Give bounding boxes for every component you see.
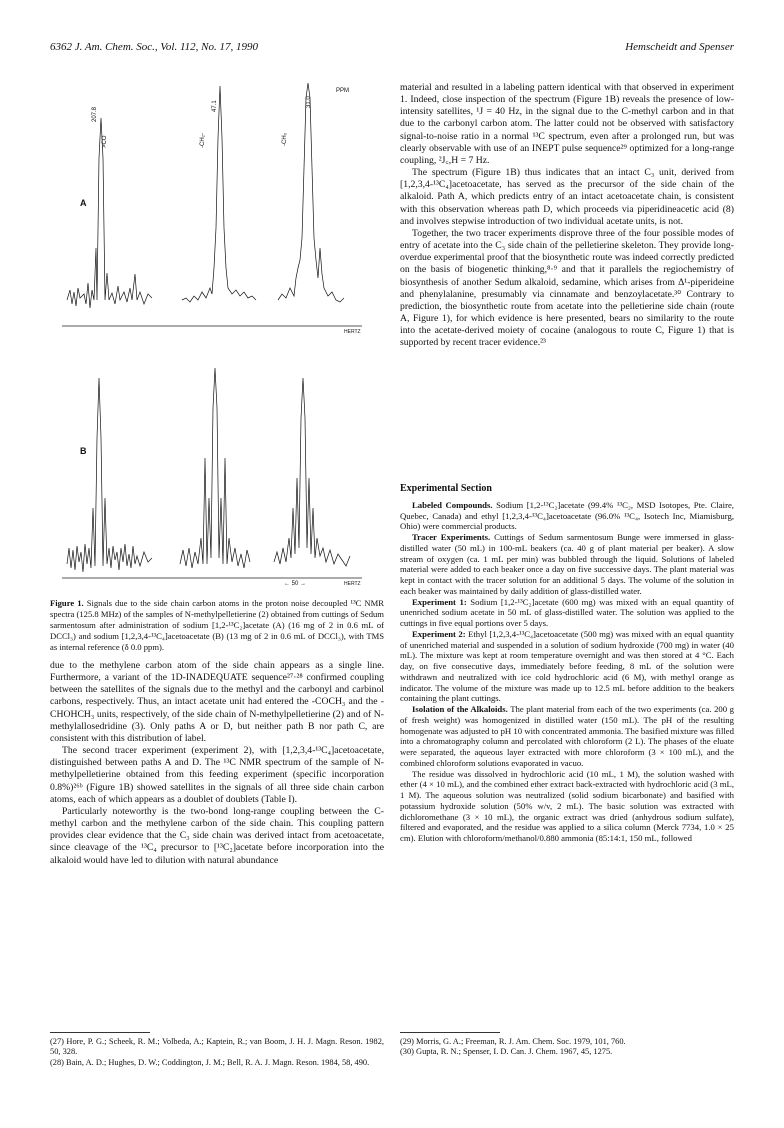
ppm-label: PPM <box>336 88 350 94</box>
exp-paragraph-experiment-1 <box>400 597 734 629</box>
group-label-ch2: -CH₂- <box>200 133 206 148</box>
left-paragraph-2: The second tracer experiment (experiment 2), with [1,2,3,4-¹³C₄]acetoacetate, distinguished between paths A and D. The ¹³C NMR spectrum of the sample of N-methylpelletierine obtained from this feeding experiment (specific incorporation 0.8%)²⁶ᵇ (Figure 1B) showed satellites in the signals of all three side chain carbon atoms, each of which appears as a doublet of doublets (Table I). <box>50 745 384 805</box>
left-column-body <box>50 660 384 867</box>
page-header <box>50 41 734 57</box>
caption-text: Signals due to the side chain carbon atoms in the proton noise decoupled ¹³C NMR spectra (125.8 MHz) of the samples of N-methylpelletierine (2) obtained from cuttings of Sedum sarmentosum after administration of sodium [1,2-¹³C₂]acetate (A) (16 mg of 2 in 0.6 mL of DCCl₃) and sodium [1,2,3,4-¹³C₄]acetoacetate (B) (13 mg of 2 in 0.6 mL of DCCl₃), with TMS as internal reference (δ 0.0 ppm). <box>50 598 384 652</box>
right-footnote-rule <box>400 1032 500 1033</box>
exp-head-isolation: Isolation of the Alkaloids. <box>412 704 508 714</box>
left-paragraph-3: Particularly noteworthy is the two-bond long-range coupling between the C-methyl carbon and the methylene carbon of the side chain. This coupling pattern provides clear evidence that the C₃ side chain was derived intact from acetoacetate, since cleavage of the ¹³C₄ precursor to [¹³C₂]acetate before incorporation into the alkaloid would have led to dilution with natural abundance <box>50 805 384 866</box>
footnote-28: (28) Bain, A. D.; Hughes, D. W.; Coddington, J. M.; Bell, R. A. J. Magn. Reson. 1984, 58, 490. <box>50 1057 370 1067</box>
panel-b-ch3-signal <box>274 378 350 566</box>
exp-paragraph-tracer <box>400 532 734 597</box>
exp-body-labeled-compounds: Sodium [1,2-¹³C₂]acetate (99.4% ¹³C₂, MSD Isotopes, Pte. Claire, Quebec, Canada) and ethyl [1,2,3,4-¹³C₄]acetoacetate (96.0% ¹³C₄, Isotech Inc, Miamisburg, Ohio) were commercial products. <box>400 499 734 532</box>
exp-paragraph-experiment-2 <box>400 629 734 704</box>
right-paragraph-3: Together, the two tracer experiments disprove three of the four possible modes of entry of acetate into the C₃ side chain of the pelletierine skeleton. They provide long-overdue experimental proof that the biosynthetic route was indeed correctly predicted on the basis of biogenetic thinking,⁸·⁹ and that it parallels the regiochemistry of biosynthesis of another Sedum alkaloid, sedamine, which arises from Δ¹-piperideine and phenylalanine, presumably via cinnamate and benzoylacetate.³⁰ Contrary to prediction, the biosynthetic route from acetate into the pelletierine side chain (route A, Figure 1), for which evidence is here presented, bears no similarity to the route into the acetate-derived moiety of cocaine (analogous to route C, Figure 1) that is supported by recent tracer evidence.²³ <box>400 227 734 349</box>
hertz-label-b: HERTZ <box>344 581 361 587</box>
exp-body-tracer: Cuttings of Sedum sarmentosum Bunge were immersed in glass-distilled water (50 mL) in 100-mL beakers (ca. 40 g of plant material per beaker). A slow stream of oxygen (ca. 1 mL per min) was bubbled through the liquid. Solutions of labeled material were added to each beaker once a day on five successive days. The plant material was kept in contact with the tracer solution for an additional 5 days. The volume of the solution in each beaker was maintained by daily addition of glass-distilled water. <box>400 532 734 596</box>
right-paragraph-2: The spectrum (Figure 1B) thus indicates that an intact C₃ unit, derived from [1,2,3,4-¹³C₄]acetoacetate, has served as the precursor of the side chain of the alkaloid. Path A, which predicts entry of an intact acetoacetate chain, is consistent with this observation whereas path D, which proceeds via piperidineacetic acid (8) and involves stepwise introduction of two individual acetate units, is not. <box>400 167 734 227</box>
peak-label-co-shift: 207.8 <box>92 106 98 122</box>
left-paragraph-1: due to the methylene carbon atom of the side chain appears as a single line. Furthermore, a variant of the 1D-INADEQUATE sequence²⁷·²⁸ confirmed coupling between the satellites of the signals due to the methyl and the carbonyl and carbinol carbons, respectively. Thus, an intact acetate unit had entered the -COCH₃ and the -CHOHCH₃ units, respectively, of the side chain of N-methylpelletierine (2) and of N-methylallosedridine (3). Only paths A or D, but neither path B nor path C, are consistent with this distribution of label. <box>50 660 384 744</box>
caption-label: Figure 1. <box>50 598 84 608</box>
panel-b-ch2-signal <box>180 368 250 568</box>
panel-b-label: B <box>80 446 87 456</box>
peak-label-ch3-shift: 31.0 <box>306 96 312 108</box>
left-footnotes <box>50 1037 384 1068</box>
exp-body-experiment-1: Sodium [1,2-¹³C₂]acetate (600 mg) was mixed with an equal quantity of unenriched sodium acetate in 50 mL of glass-distilled water. The solution was applied to the cuttings in five equal portions over 5 days. <box>400 596 734 628</box>
group-label-ch3: -CH₃ <box>282 132 288 146</box>
panel-a-co-signal <box>67 118 152 308</box>
right-paragraph-1: material and resulted in a labeling pattern identical with that observed in experiment 1. Indeed, close inspection of the spectrum (Figure 1B) reveals the presence of low-intensity satellites, ¹J = 40 Hz, in the signal due to the C-methyl carbon and in that due to the carbonyl carbon atom. The latter could not be observed with satisfactory signal-to-noise ratio in a normal ¹³C spectrum, even after a prolonged run, but was clearly observable with use of an INEPT pulse sequence²⁹ optimized for a long-range coupling, ²J꜀,H = 7 Hz. <box>400 82 734 166</box>
right-footnotes <box>400 1037 734 1058</box>
nmr-spectra-svg <box>62 78 377 590</box>
panel-a-label: A <box>80 198 87 208</box>
footnote-27: (27) Hore, P. G.; Scheek, R. M.; Volbeda, A.; Kaptein, R.; van Boom, J. H. J. Magn. Reson. 1982, 50, 328. <box>50 1037 384 1057</box>
right-column-body <box>400 82 734 349</box>
panel-a-ch2-signal <box>182 86 256 302</box>
footnote-30: (30) Gupta, R. N.; Spenser, I. D. Can. J. Chem. 1967, 45, 1275. <box>400 1047 613 1057</box>
exp-paragraph-residue <box>400 769 734 844</box>
figure-1-caption <box>50 598 384 653</box>
panel-b-co-signal <box>67 378 152 572</box>
left-footnote-rule <box>50 1032 150 1033</box>
hertz-label-a: HERTZ <box>344 329 361 335</box>
experimental-section-title: Experimental Section <box>400 483 492 494</box>
running-authors: Hemscheidt and Spenser <box>625 41 734 53</box>
exp-paragraph-isolation <box>400 704 734 769</box>
panel-a-ch3-signal <box>278 83 344 302</box>
exp-head-experiment-1: Experiment 1: <box>412 596 467 607</box>
journal-citation: 6362 J. Am. Chem. Soc., Vol. 112, No. 17, 1990 <box>50 41 258 53</box>
exp-body-residue: The residue was dissolved in hydrochloric acid (10 mL, 1 M), the solution washed with ether (4 × 10 mL), and the combined ether extract back-extracted with hydrochloric acid (3 mL, 1 M). The aqueous solution was neutralized (solid sodium bicarbonate) and basified with potassium hydroxide solution (50% w/v, 2 mL). The basic solution was extracted with dichloromethane (3 × 10 mL), the organic extract was dried (anhydrous sodium sulfate), filtered and evaporated, and the residue was applied to a silica column (Merck 7734, 1.0 × 25 cm). Elution with chloroform/methanol/0.880 ammonia (85:14:1, 150 mL, followed <box>400 768 734 843</box>
exp-head-labeled-compounds: Labeled Compounds. <box>412 499 493 510</box>
exp-head-tracer: Tracer Experiments. <box>412 532 491 542</box>
exp-body-isolation: The plant material from each of the two experiments (ca. 200 g of fresh weight) was homogenized in distilled water (150 mL). The pH of the resulting homogenate was adjusted to pH 10 with concentrated ammonia. The basified mixture was filled into a chromatography column and percolated with chloroform (2 L). The phases of the eluate were separated, the aqueous layer extracted with more chloroform (3 × 100 mL), and the combined chloroform solutions evaporated in vacuo. <box>400 704 735 768</box>
figure-1-nmr-spectra <box>62 78 377 590</box>
experimental-section <box>400 478 734 844</box>
exp-head-experiment-2: Experiment 2: <box>412 628 466 639</box>
scale-bar-label: ← 50 → <box>284 581 307 587</box>
exp-body-experiment-2: Ethyl [1,2,3,4-¹³C₄]acetoacetate (500 mg) was mixed with an equal quantity of unenriched material and suspended in a solution of sodium hydroxide (700 mg) in water (40 mL). The mixture was kept at room temperature overnight and was then stored at 4 °C. Each day, on five consecutive days, immediately before feeding, 8 mL of the solution were withdrawn and neutralized with ice cold hydrochloric acid (6 M), with methyl orange as indicator. The volume of the mixture was made up to 12.5 mL before addition to the beakers containing the plant cuttings. <box>400 628 734 704</box>
group-label-co: >CO <box>102 135 108 148</box>
exp-paragraph-labeled-compounds <box>400 500 734 532</box>
peak-label-ch2-shift: 47.1 <box>212 100 218 112</box>
footnote-29: (29) Morris, G. A.; Freeman, R. J. Am. Chem. Soc. 1979, 101, 760. <box>400 1037 626 1046</box>
